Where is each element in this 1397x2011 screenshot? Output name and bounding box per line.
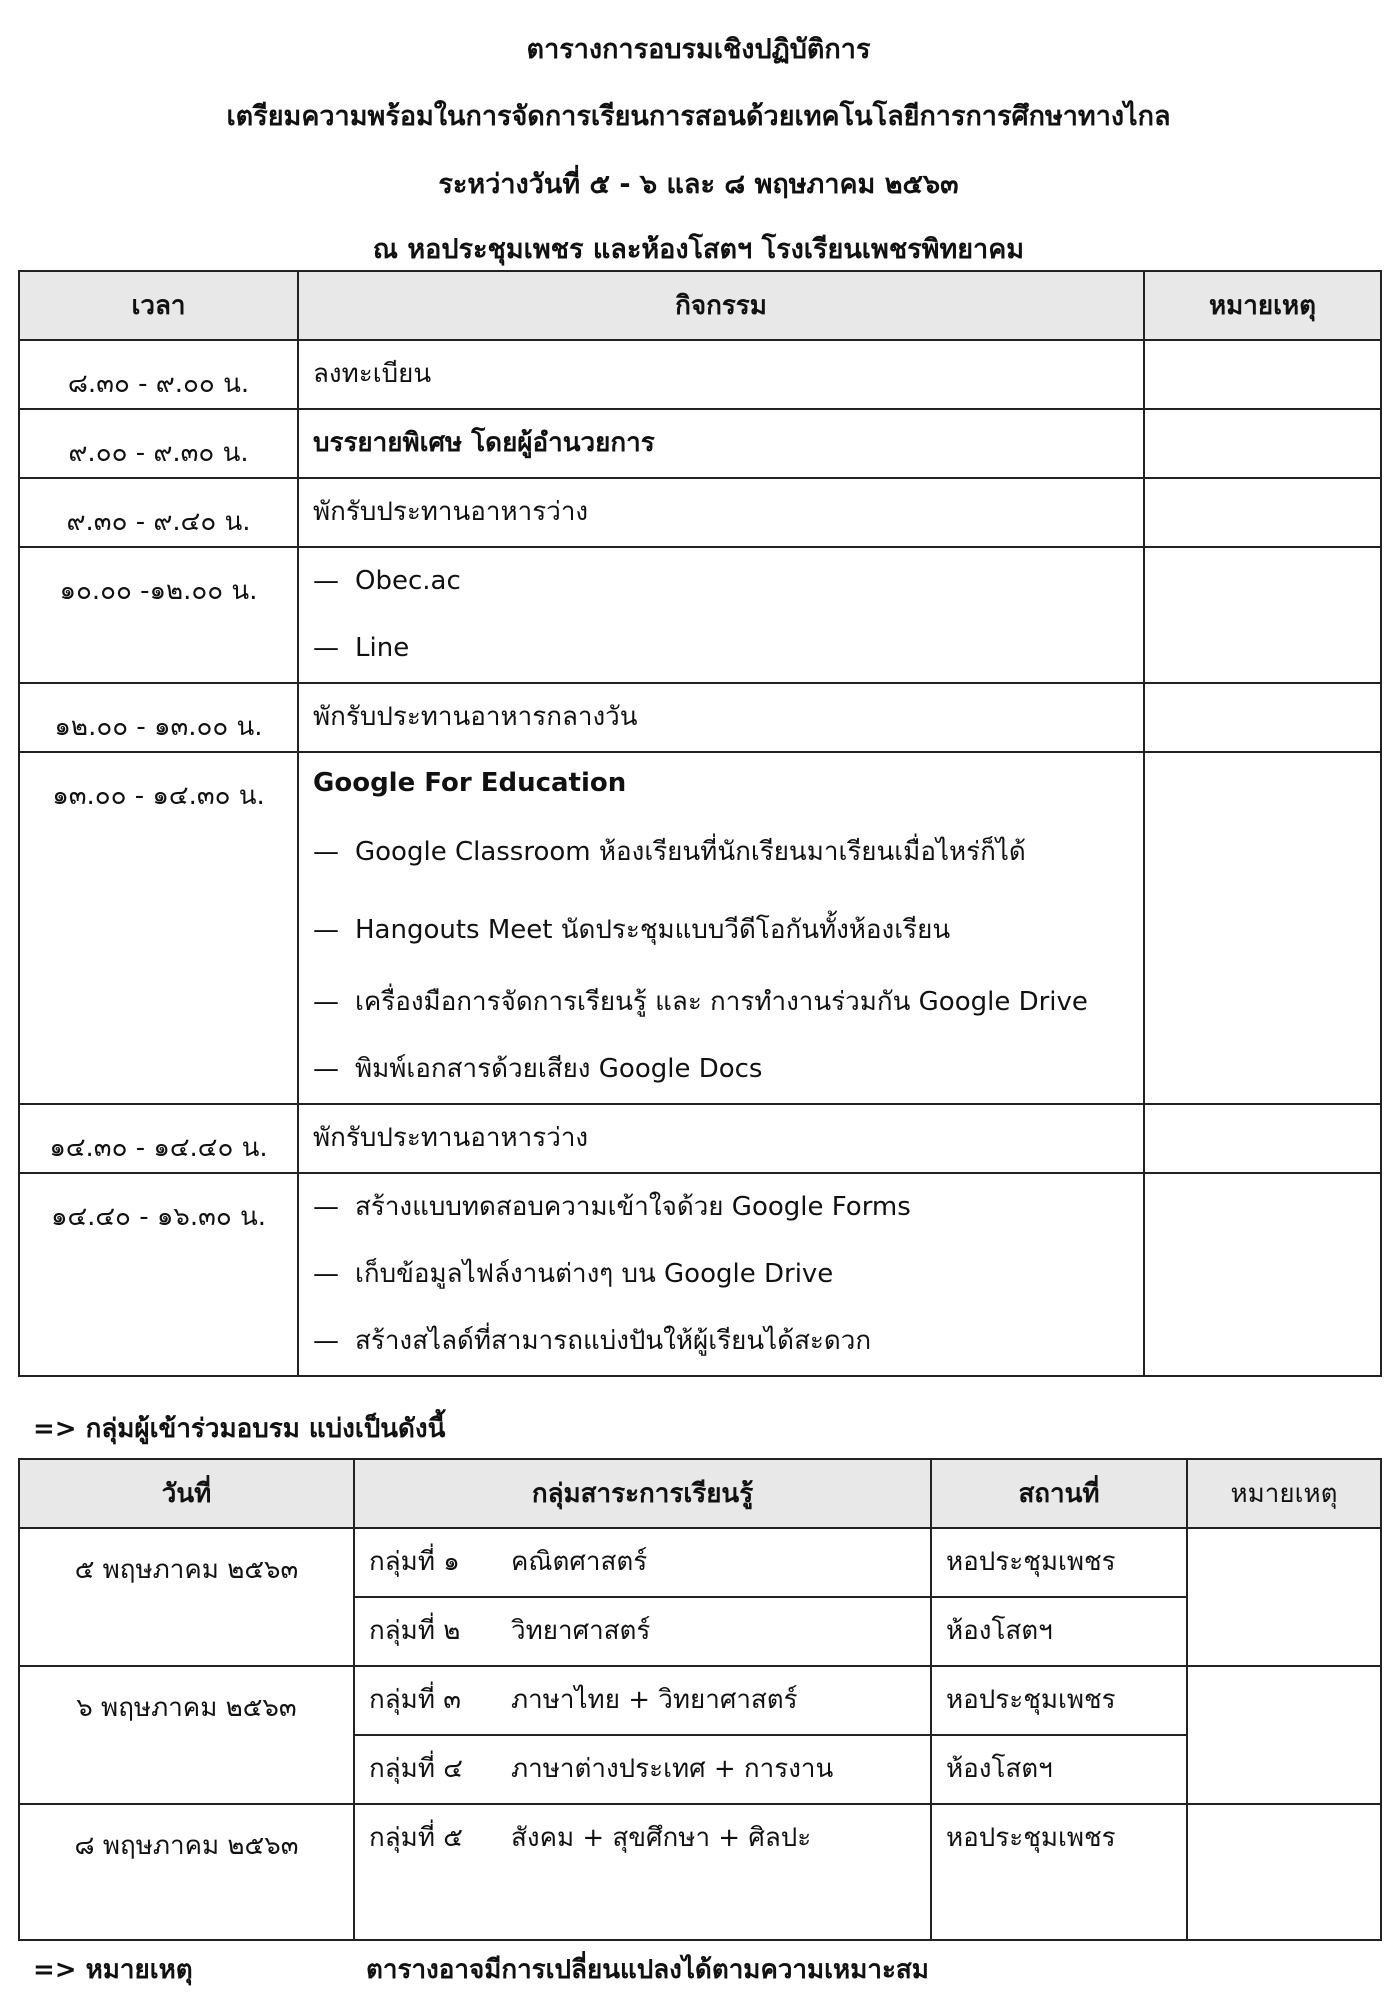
time-cell: ๑๔.๓๐ - ๑๔.๔๐ น.	[19, 1104, 298, 1173]
subject-cell	[354, 1528, 931, 1597]
dash-bullet: —	[313, 1259, 339, 1289]
place-cell: ห้องโสตฯ	[931, 1597, 1187, 1666]
group-number: กลุ่มที่ ๒	[369, 1616, 461, 1646]
activity-cell	[298, 1104, 1144, 1173]
time-cell: ๑๓.๐๐ - ๑๔.๓๐ น.	[19, 752, 298, 1104]
time-column-header: เวลา	[19, 271, 298, 340]
subject-cell	[354, 1804, 931, 1940]
schedule-row	[19, 409, 1381, 478]
groups-section-title: => กลุ่มผู้เข้าร่วมอบรม แบ่งเป็นดังนี้	[33, 1414, 446, 1444]
activity-text: พักรับประทานอาหารกลางวัน	[313, 702, 638, 732]
place-cell: หอประชุมเพชร	[931, 1804, 1187, 1940]
schedule-header-row	[19, 271, 1381, 340]
activity-cell	[298, 1173, 1144, 1376]
activity-column-header: กิจกรรม	[298, 271, 1144, 340]
dash-bullet: —	[313, 566, 339, 596]
activity-list-item: — เครื่องมือการจัดการเรียนรู้ และ การทำงานร่วมกัน Google Drive	[313, 969, 1143, 1036]
activity-list-item: — สร้างแบบทดสอบความเข้าใจด้วย Google Forms	[313, 1174, 1143, 1241]
note-cell	[1187, 1666, 1381, 1804]
group-subject: ภาษาต่างประเทศ + การงาน	[511, 1754, 834, 1784]
venue: ณ หอประชุมเพชร และห้องโสตฯ โรงเรียนเพชรพิทยาคม	[372, 234, 1025, 265]
activity-list-item: — Line	[313, 615, 1143, 682]
date-cell: ๕ พฤษภาคม ๒๕๖๓	[19, 1528, 354, 1666]
activity-text: ลงทะเบียน	[313, 359, 432, 389]
footer-note-label: => หมายเหตุ	[33, 1955, 193, 1985]
dash-bullet: —	[313, 1192, 339, 1222]
activity-text: พักรับประทานอาหารว่าง	[313, 497, 589, 527]
activity-list-item: — Hangouts Meet นัดประชุมแบบวีดีโอกันทั้งห้องเรียน	[313, 891, 1143, 969]
time-cell: ๙.๓๐ - ๙.๔๐ น.	[19, 478, 298, 547]
dash-bullet: —	[313, 837, 339, 867]
group-row	[19, 1666, 1381, 1735]
dash-bullet: —	[313, 633, 339, 663]
group-row	[19, 1528, 1381, 1597]
activity-list-item: — พิมพ์เอกสารด้วยเสียง Google Docs	[313, 1036, 1143, 1103]
groups-header-row	[19, 1459, 1381, 1528]
note-column-header: หมายเหตุ	[1144, 271, 1381, 340]
group-subject: ภาษาไทย + วิทยาศาสตร์	[511, 1685, 798, 1715]
time-cell: ๑๒.๐๐ - ๑๓.๐๐ น.	[19, 683, 298, 752]
group-number: กลุ่มที่ ๑	[369, 1547, 460, 1577]
note-cell	[1144, 478, 1381, 547]
activity-cell	[298, 752, 1144, 1104]
place-column-header: สถานที่	[931, 1459, 1187, 1528]
group-number: กลุ่มที่ ๔	[369, 1754, 463, 1784]
note-cell	[1144, 409, 1381, 478]
time-cell: ๘.๓๐ - ๙.๐๐ น.	[19, 340, 298, 409]
schedule-row	[19, 752, 1381, 1104]
schedule-row	[19, 1104, 1381, 1173]
group-number: กลุ่มที่ ๓	[369, 1685, 461, 1715]
document-subtitle: เตรียมความพร้อมในการจัดการเรียนการสอนด้วยเทคโนโลยีการการศึกษาทางไกล	[226, 101, 1171, 132]
note-cell	[1144, 340, 1381, 409]
note-cell	[1144, 683, 1381, 752]
activity-title: Google For Education	[313, 768, 627, 798]
note-column-header: หมายเหตุ	[1187, 1459, 1381, 1528]
footer-note-text: ตารางอาจมีการเปลี่ยนแปลงได้ตามความเหมาะสม	[366, 1955, 929, 1985]
subject-cell	[354, 1735, 931, 1804]
dash-bullet: —	[313, 1054, 339, 1084]
note-cell	[1144, 752, 1381, 1104]
schedule-row	[19, 340, 1381, 409]
dash-bullet: —	[313, 987, 339, 1017]
groups-table	[18, 1458, 1382, 1941]
schedule-table	[18, 270, 1382, 1377]
document-title: ตารางการอบรมเชิงปฏิบัติการ	[526, 34, 871, 65]
place-cell: หอประชุมเพชร	[931, 1528, 1187, 1597]
note-cell	[1144, 547, 1381, 683]
subject-cell	[354, 1597, 931, 1666]
activity-list-item: — Obec.ac	[313, 548, 1143, 615]
place-cell: ห้องโสตฯ	[931, 1735, 1187, 1804]
note-cell	[1187, 1528, 1381, 1666]
activity-list-item: — เก็บข้อมูลไฟล์งานต่างๆ บน Google Drive	[313, 1241, 1143, 1308]
subject-column-header: กลุ่มสาระการเรียนรู้	[354, 1459, 931, 1528]
group-subject: สังคม + สุขศึกษา + ศิลปะ	[511, 1823, 812, 1853]
group-subject: คณิตศาสตร์	[511, 1547, 648, 1577]
place-cell: หอประชุมเพชร	[931, 1666, 1187, 1735]
group-row	[19, 1804, 1381, 1940]
time-cell: ๙.๐๐ - ๙.๓๐ น.	[19, 409, 298, 478]
activity-cell	[298, 478, 1144, 547]
activity-text: บรรยายพิเศษ โดยผู้อำนวยการ	[313, 428, 655, 458]
time-cell: ๑๔.๔๐ - ๑๖.๓๐ น.	[19, 1173, 298, 1376]
schedule-row	[19, 547, 1381, 683]
activity-text: พักรับประทานอาหารว่าง	[313, 1123, 589, 1153]
schedule-row	[19, 683, 1381, 752]
date-cell: ๖ พฤษภาคม ๒๕๖๓	[19, 1666, 354, 1804]
date-column-header: วันที่	[19, 1459, 354, 1528]
activity-cell	[298, 547, 1144, 683]
activity-list-item: — Google Classroom ห้องเรียนที่นักเรียนมาเรียนเมื่อไหร่ก็ได้	[313, 813, 1143, 891]
group-number: กลุ่มที่ ๕	[369, 1823, 463, 1853]
note-cell	[1144, 1104, 1381, 1173]
activity-list-item: — สร้างสไลด์ที่สามารถแบ่งปันให้ผู้เรียนได้สะดวก	[313, 1308, 1143, 1375]
note-cell	[1187, 1804, 1381, 1940]
activity-cell	[298, 683, 1144, 752]
date-range: ระหว่างวันที่ ๕ - ๖ และ ๘ พฤษภาคม ๒๕๖๓	[438, 169, 959, 200]
activity-cell	[298, 340, 1144, 409]
activity-cell	[298, 409, 1144, 478]
dash-bullet: —	[313, 915, 339, 945]
time-cell: ๑๐.๐๐ -๑๒.๐๐ น.	[19, 547, 298, 683]
group-subject: วิทยาศาสตร์	[511, 1616, 651, 1646]
date-cell: ๘ พฤษภาคม ๒๕๖๓	[19, 1804, 354, 1940]
subject-cell	[354, 1666, 931, 1735]
schedule-row	[19, 478, 1381, 547]
note-cell	[1144, 1173, 1381, 1376]
schedule-row	[19, 1173, 1381, 1376]
dash-bullet: —	[313, 1326, 339, 1356]
